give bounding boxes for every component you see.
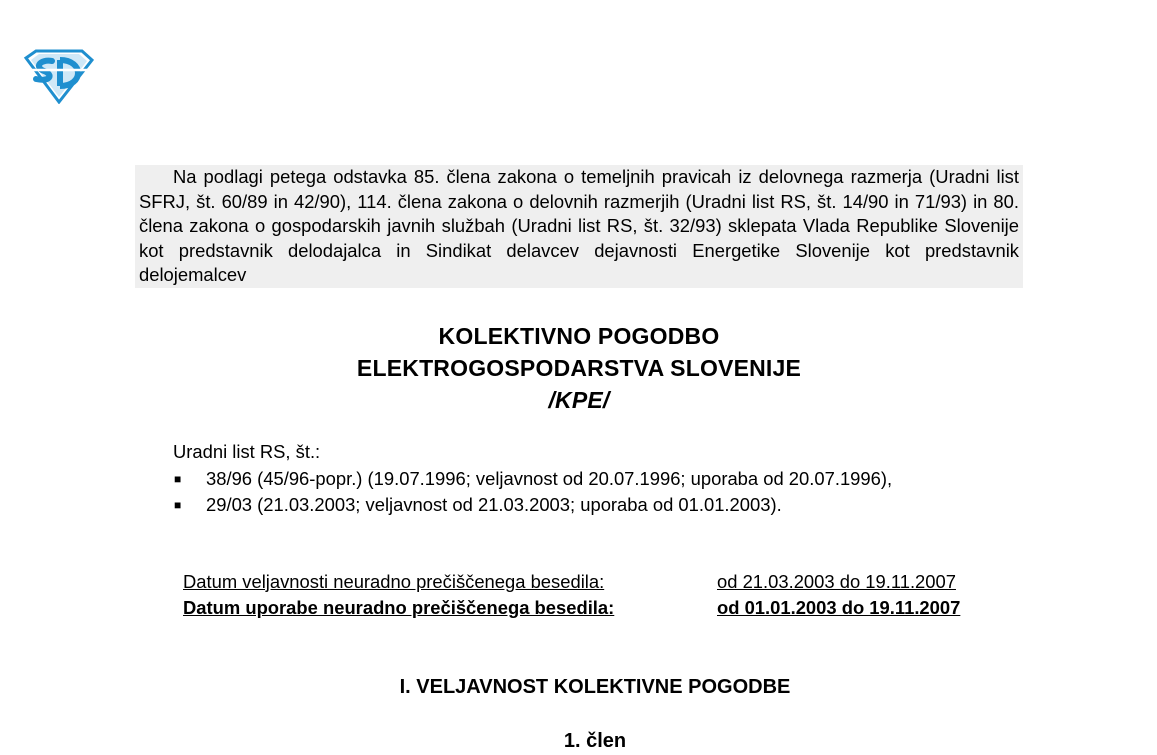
validity-row xyxy=(183,569,960,595)
publication-item xyxy=(138,492,1018,518)
sd-logo-icon xyxy=(22,48,96,104)
logo xyxy=(22,48,96,104)
usage-row xyxy=(183,595,960,621)
validity-value: od 21.03.2003 do 19.11.2007 xyxy=(717,571,956,592)
usage-label: Datum uporabe neuradno prečiščenega besedila: xyxy=(183,597,615,618)
bullet-icon: ■ xyxy=(174,472,182,486)
document-title xyxy=(135,320,1023,416)
publication-item-text: 38/96 (45/96-popr.) (19.07.1996; veljavnost od 20.07.1996; uporaba od 20.07.1996), xyxy=(206,468,893,489)
publication-item xyxy=(138,466,1018,492)
publication-heading: Uradni list RS, št.: xyxy=(173,441,321,462)
dates-block xyxy=(183,569,960,621)
article-title: 1. člen xyxy=(563,730,627,752)
title-line-2: ELEKTROGOSPODARSTVA SLOVENIJE xyxy=(356,355,802,381)
intro-paragraph: Na podlagi petega odstavka 85. člena zakona o temeljnih pravicah iz delovnega razmerja (Uradni list SFRJ, št. 60/89 in 42/90), 114. člena zakona o delovnih razmerjih (Uradni list RS, št. 14/90 in 71/93) in 80. člena zakona o gospodarskih javnih službah (Uradni list RS, št. 32/93) sklepata Vlada Republike Slovenije kot predstavnik delodajalca in Sindikat delavcev dejavnosti Energetike Slovenije kot predstavnik delojemalcev xyxy=(135,165,1023,288)
title-line-1: KOLEKTIVNO POGODBO xyxy=(438,323,720,349)
publication-item-text: 29/03 (21.03.2003; veljavnost od 21.03.2003; uporaba od 01.01.2003). xyxy=(206,494,782,515)
publication-list xyxy=(138,466,1018,518)
section-title: I. VELJAVNOST KOLEKTIVNE POGODBE xyxy=(399,676,791,698)
usage-value: od 01.01.2003 do 19.11.2007 xyxy=(717,597,961,618)
validity-label: Datum veljavnosti neuradno prečiščenega besedila: xyxy=(183,571,605,592)
title-abbreviation: /KPE/ xyxy=(548,387,610,413)
bullet-icon: ■ xyxy=(174,498,182,512)
